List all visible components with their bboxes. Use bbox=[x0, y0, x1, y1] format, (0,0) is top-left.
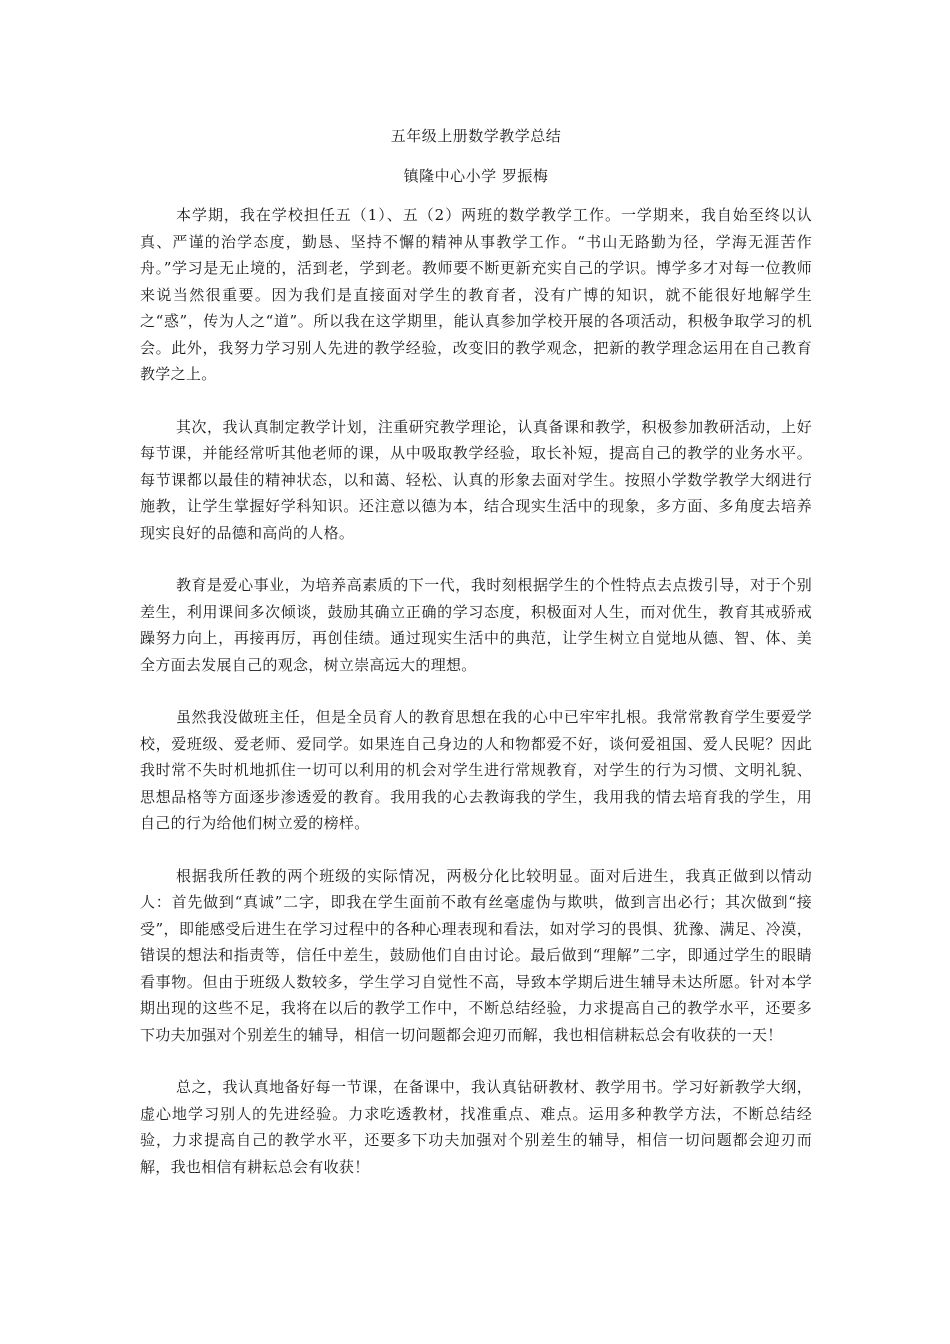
paragraph-3: 教育是爱心事业，为培养高素质的下一代，我时刻根据学生的个性特点去点拨引导，对于个别差生，利用课间多次倾谈，鼓励其确立正确的学习态度，积极面对人生，而对优生，教育其戒骄戒躁努力向上，再接再厉，再创佳绩。通过现实生活中的典范，让学生树立自觉地从德、智、体、美全方面去发展自己的观念，树立崇高远大的理想。 bbox=[140, 576, 812, 674]
paragraph-4: 虽然我没做班主任，但是全员育人的教育思想在我的心中已牢牢扎根。我常常教育学生要爱学校，爱班级、爱老师、爱同学。如果连自己身边的人和物都爱不好，谈何爱祖国、爱人民呢？因此我时常不失时机地抓住一切可以利用的机会对学生进行常规教育，对学生的行为习惯、文明礼貌、思想品格等方面逐步渗透爱的教育。我用我的心去教诲我的学生，我用我的情去培育我的学生，用自己的行为给他们树立爱的榜样。 bbox=[140, 708, 812, 832]
paragraph-6: 总之，我认真地备好每一节课，在备课中，我认真钻研教材、教学用书。学习好新教学大纲，虚心地学习别人的先进经验。力求吃透教材，找准重点、难点。运用多种教学方法，不断总结经验，力求提高自己的教学水平，还要多下功夫加强对个别差生的辅导，相信一切问题都会迎刃而解，我也相信有耕耘总会有收获！ bbox=[140, 1078, 812, 1176]
document-author: 镇隆中心小学 罗振梅 bbox=[403, 167, 549, 185]
document-page bbox=[140, 118, 812, 1206]
document-title: 五年级上册数学教学总结 bbox=[390, 127, 562, 145]
paragraph-2: 其次，我认真制定教学计划，注重研究教学理论，认真备课和教学，积极参加教研活动，上好每节课，并能经常听其他老师的课，从中吸取教学经验，取长补短，提高自己的教学的业务水平。每节课都以最佳的精神状态，以和蔼、轻松、认真的形象去面对学生。按照小学数学教学大纲进行施教，让学生掌握好学科知识。还注意以德为本，结合现实生活中的现象，多方面、多角度去培养现实良好的品德和高尚的人格。 bbox=[140, 417, 812, 542]
paragraph-1: 本学期，我在学校担任五（1）、五（2）两班的数学教学工作。一学期来，我自始至终以认真、严谨的治学态度，勤恳、坚持不懈的精神从事教学工作。“书山无路勤为径，学海无涯苦作舟。”学习是无止境的，活到老，学到老。教师要不断更新充实自己的学识。博学多才对每一位教师来说当然很重要。因为我们是直接面对学生的教育者，没有广博的知识，就不能很好地解学生之“惑”，传为人之“道”。所以我在这学期里，能认真参加学校开展的各项活动，积极争取学习的机会。此外，我努力学习别人先进的教学经验，改变旧的教学观念，把新的教学理念运用在自己教育教学之上。 bbox=[140, 206, 812, 383]
paragraph-5: 根据我所任教的两个班级的实际情况，两极分化比较明显。面对后进生，我真正做到以情动人：首先做到“真诚”二字，即我在学生面前不敢有丝毫虚伪与欺哄，做到言出必行；其次做到“接受”，即能感受后进生在学习过程中的各种心理表现和看法，如对学习的畏惧、犹豫、满足、冷漠，错误的想法和指责等，信任中差生，鼓励他们自由讨论。最后做到“理解”二字，即通过学生的眼睛看事物。但由于班级人数较多，学生学习自觉性不高，导致本学期后进生辅导未达所愿。针对本学期出现的这些不足，我将在以后的教学工作中，不断总结经验，力求提高自己的教学水平，还要多下功夫加强对个别差生的辅导，相信一切问题都会迎刃而解，我也相信耕耘总会有收获的一天！ bbox=[140, 866, 812, 1044]
